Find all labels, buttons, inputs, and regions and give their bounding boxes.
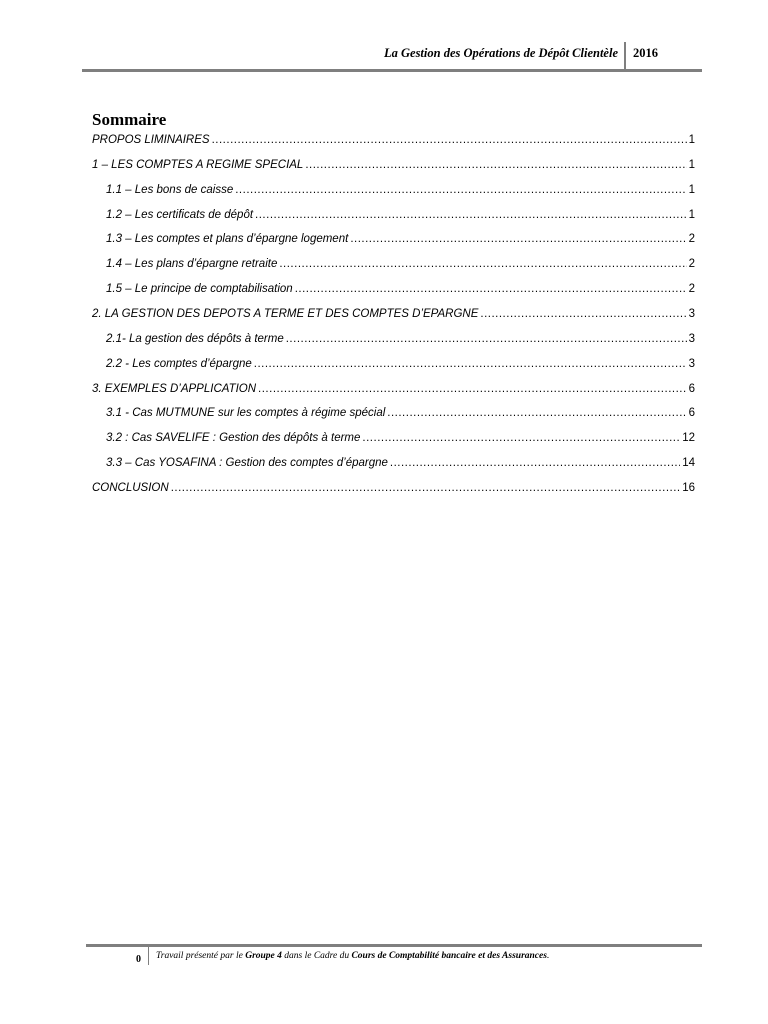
footer-course: Cours de Comptabilité bancaire et des Assurances <box>351 951 547 961</box>
toc-leader-dots <box>390 457 680 469</box>
toc-entry-label: 3.3 – Cas YOSAFINA : Gestion des comptes d’épargne <box>106 457 388 469</box>
header-year: 2016 <box>633 46 658 60</box>
header-title: La Gestion des Opérations de Dépôt Clientèle <box>383 46 618 60</box>
page-header <box>82 42 702 72</box>
toc-leader-dots <box>212 134 687 146</box>
footer-text-prefix: Travail présenté par le <box>156 951 246 961</box>
header-separator <box>624 42 626 69</box>
toc-entry-page: 16 <box>682 482 695 494</box>
toc-entry-label: 1.2 – Les certificats de dépôt <box>106 209 254 221</box>
toc-entry[interactable] <box>92 482 695 498</box>
toc-entry[interactable] <box>106 457 695 473</box>
toc-entry-label: PROPOS LIMINAIRES <box>92 134 210 146</box>
toc-entry[interactable] <box>92 159 695 175</box>
toc-entry[interactable] <box>106 407 695 423</box>
footer-group: Groupe 4 <box>245 951 282 961</box>
toc-entry-page: 1 <box>688 159 695 171</box>
toc-entry-page: 1 <box>688 209 695 221</box>
toc-entry[interactable] <box>106 209 695 225</box>
header-rule <box>82 69 702 72</box>
toc-entry-page: 14 <box>682 457 695 469</box>
toc-leader-dots <box>295 283 687 295</box>
toc-leader-dots <box>350 233 686 245</box>
toc-entry[interactable] <box>106 432 695 448</box>
toc-entry-label: 3.2 : Cas SAVELIFE : Gestion des dépôts à terme <box>106 432 361 444</box>
toc-entry-label: 1.3 – Les comptes et plans d’épargne logement <box>106 233 349 245</box>
toc-entry[interactable] <box>92 134 695 150</box>
page-footer <box>86 944 702 974</box>
toc-entry[interactable] <box>106 258 695 274</box>
toc-leader-dots <box>305 159 686 171</box>
toc-entry[interactable] <box>92 308 695 324</box>
toc-entry-page: 2 <box>688 233 695 245</box>
toc-leader-dots <box>171 482 681 494</box>
footer-text-suffix: . <box>546 951 550 961</box>
toc-entry-label: 1.5 – Le principe de comptabilisation <box>106 283 293 295</box>
toc-leader-dots <box>235 184 686 196</box>
toc-leader-dots <box>387 407 686 419</box>
toc-leader-dots <box>254 358 687 370</box>
toc-entry-page: 1 <box>688 184 695 196</box>
toc-entry[interactable] <box>106 184 695 200</box>
toc-entry-page: 6 <box>688 383 695 395</box>
toc-entry-label: 1.4 – Les plans d’épargne retraite <box>106 258 278 270</box>
footer-page-number: 0 <box>136 954 141 965</box>
footer-text <box>156 951 549 961</box>
toc-leader-dots <box>279 258 686 270</box>
toc-entry-page: 3 <box>688 358 695 370</box>
toc-leader-dots <box>255 209 687 221</box>
toc-entry-label: 1 – LES COMPTES A REGIME SPECIAL <box>92 159 304 171</box>
toc-entry-page: 3 <box>688 333 695 345</box>
toc-entry[interactable] <box>106 283 695 299</box>
toc-title: Sommaire <box>92 110 167 129</box>
toc-leader-dots <box>362 432 680 444</box>
toc-entry-label: 1.1 – Les bons de caisse <box>106 184 234 196</box>
toc-entry[interactable] <box>106 358 695 374</box>
footer-text-middle: dans le Cadre du <box>281 951 352 961</box>
toc-leader-dots <box>480 308 686 320</box>
toc-entry-label: 3. EXEMPLES D’APPLICATION <box>92 383 257 395</box>
toc-entry-label: 2.1- La gestion des dépôts à terme <box>106 333 284 345</box>
toc-entry[interactable] <box>92 383 695 399</box>
footer-separator <box>148 947 149 965</box>
toc-entry-page: 2 <box>688 283 695 295</box>
toc-entry-page: 2 <box>688 258 695 270</box>
footer-rule <box>86 944 702 947</box>
toc-entry[interactable] <box>106 333 695 349</box>
toc-leader-dots <box>258 383 687 395</box>
toc-entry[interactable] <box>106 233 695 249</box>
toc-entry-label: 3.1 - Cas MUTMUNE sur les comptes à régime spécial <box>106 407 386 419</box>
toc-entry-page: 6 <box>688 407 695 419</box>
toc-entry-label: 2. LA GESTION DES DEPOTS A TERME ET DES COMPTES D’EPARGNE <box>92 308 479 320</box>
toc-entry-page: 12 <box>682 432 695 444</box>
toc-entry-label: 2.2 - Les comptes d’épargne <box>106 358 252 370</box>
toc-entry-page: 3 <box>688 308 695 320</box>
toc-leader-dots <box>286 333 687 345</box>
toc-entry-label: CONCLUSION <box>92 482 169 494</box>
toc-entry-page: 1 <box>688 134 695 146</box>
